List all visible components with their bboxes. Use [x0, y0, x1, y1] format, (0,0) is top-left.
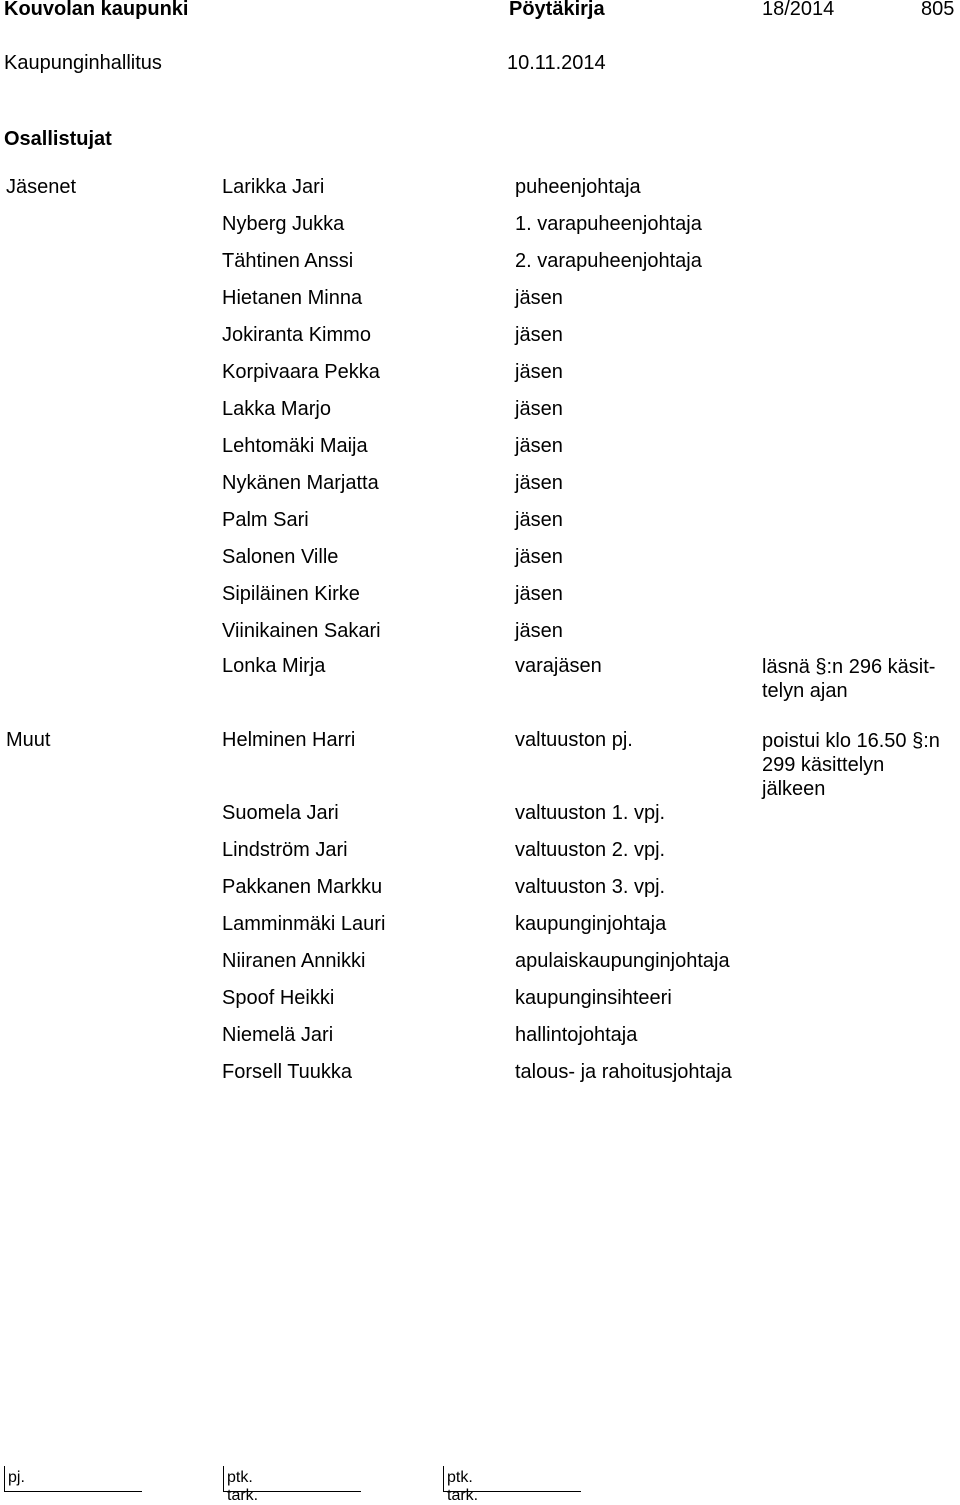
- member-row: [0, 213, 960, 250]
- meeting-date: 10.11.2014: [507, 52, 606, 74]
- other-role: hallintojohtaja: [515, 1024, 638, 1046]
- other-role: apulaiskaupunginjohtaja: [515, 950, 730, 972]
- other-name: Helminen Harri: [222, 729, 356, 751]
- member-name: Lakka Marjo: [222, 398, 331, 420]
- member-name: Nyberg Jukka: [222, 213, 345, 235]
- document-type: Pöytäkirja: [509, 0, 605, 20]
- member-name: Tähtinen Anssi: [222, 250, 354, 272]
- section-title: Osallistujat: [4, 128, 112, 150]
- member-row: [0, 361, 960, 398]
- member-row: [0, 176, 960, 213]
- member-role: 1. varapuheenjohtaja: [515, 213, 702, 235]
- member-role: jäsen: [515, 435, 563, 457]
- member-role: jäsen: [515, 546, 563, 568]
- member-row: [0, 287, 960, 324]
- signature-checker-1-label: ptk. tark.: [227, 1469, 259, 1504]
- member-row: [0, 435, 960, 472]
- other-role: talous- ja rahoitusjohtaja: [515, 1061, 732, 1083]
- other-name: Forsell Tuukka: [222, 1061, 353, 1083]
- other-row: [0, 802, 960, 839]
- other-group-label: Muut: [6, 729, 51, 751]
- member-row: [0, 398, 960, 435]
- member-role: puheenjohtaja: [515, 176, 641, 198]
- member-row: [0, 620, 960, 657]
- member-role: jäsen: [515, 398, 563, 420]
- other-row: [0, 950, 960, 987]
- member-row: [0, 472, 960, 509]
- member-role: varajäsen: [515, 655, 602, 677]
- other-name: Spoof Heikki: [222, 987, 335, 1009]
- other-role: kaupunginjohtaja: [515, 913, 667, 935]
- member-name: Lehtomäki Maija: [222, 435, 368, 457]
- member-name: Hietanen Minna: [222, 287, 363, 309]
- signature-chair-label: pj.: [8, 1469, 25, 1486]
- member-name: Palm Sari: [222, 509, 309, 531]
- signature-checker-2-label: ptk. tark.: [447, 1469, 479, 1504]
- member-name: Sipiläinen Kirke: [222, 583, 360, 605]
- member-row: [0, 655, 960, 702]
- member-row: [0, 583, 960, 620]
- member-name: Viinikainen Sakari: [222, 620, 381, 642]
- member-role: jäsen: [515, 361, 563, 383]
- other-name: Lamminmäki Lauri: [222, 913, 386, 935]
- member-note: läsnä §:n 296 käsit- telyn ajan: [762, 656, 936, 702]
- member-row: [0, 324, 960, 361]
- other-name: Pakkanen Markku: [222, 876, 383, 898]
- member-role: jäsen: [515, 583, 563, 605]
- other-row: [0, 876, 960, 913]
- page-number: 805: [921, 0, 955, 20]
- other-role: valtuuston pj.: [515, 729, 633, 751]
- member-role: jäsen: [515, 287, 563, 309]
- member-name: Larikka Jari: [222, 176, 325, 198]
- other-row: [0, 913, 960, 950]
- member-row: [0, 250, 960, 287]
- member-name: Nykänen Marjatta: [222, 472, 379, 494]
- other-row: [0, 839, 960, 876]
- other-note: poistui klo 16.50 §:n 299 käsittelyn jälkeen: [762, 730, 940, 800]
- other-role: valtuuston 1. vpj.: [515, 802, 666, 824]
- member-role: jäsen: [515, 472, 563, 494]
- other-role: valtuuston 2. vpj.: [515, 839, 666, 861]
- member-name: Korpivaara Pekka: [222, 361, 380, 383]
- member-role: jäsen: [515, 509, 563, 531]
- member-group-label: Jäsenet: [6, 176, 77, 198]
- member-role: 2. varapuheenjohtaja: [515, 250, 702, 272]
- member-name: Salonen Ville: [222, 546, 339, 568]
- other-name: Niiranen Annikki: [222, 950, 366, 972]
- other-role: kaupunginsihteeri: [515, 987, 672, 1009]
- other-name: Suomela Jari: [222, 802, 339, 824]
- other-row: [0, 1061, 960, 1098]
- member-name: Jokiranta Kimmo: [222, 324, 371, 346]
- body-name: Kaupunginhallitus: [4, 52, 162, 74]
- member-row: [0, 546, 960, 583]
- other-role: valtuuston 3. vpj.: [515, 876, 666, 898]
- other-row: [0, 987, 960, 1024]
- org-name: Kouvolan kaupunki: [4, 0, 189, 20]
- member-name: Lonka Mirja: [222, 655, 326, 677]
- member-role: jäsen: [515, 620, 563, 642]
- document-number: 18/2014: [762, 0, 835, 20]
- member-role: jäsen: [515, 324, 563, 346]
- other-row: [0, 729, 960, 800]
- other-name: Niemelä Jari: [222, 1024, 334, 1046]
- other-name: Lindström Jari: [222, 839, 348, 861]
- member-row: [0, 509, 960, 546]
- other-row: [0, 1024, 960, 1061]
